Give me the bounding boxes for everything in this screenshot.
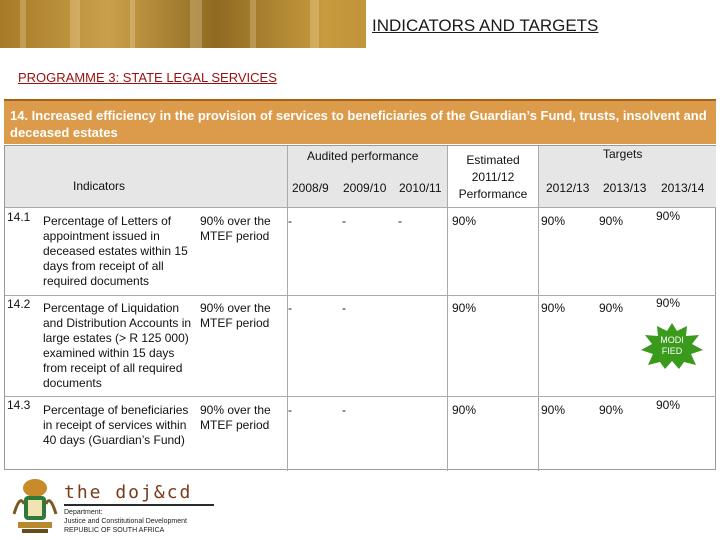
- grid-line: [5, 207, 716, 208]
- row-number: 14.1: [7, 210, 31, 224]
- coat-of-arms-icon: [10, 474, 60, 536]
- estimated-header: Estimated 2011/12 Performance: [458, 153, 528, 201]
- badge-line-1: MODI: [660, 335, 684, 345]
- estimated-value: 90%: [452, 214, 477, 228]
- programme-heading: PROGRAMME 3: STATE LEGAL SERVICES: [18, 70, 277, 85]
- value-2009: -: [342, 301, 346, 315]
- indicator-text: Percentage of Letters of appointment issued in deceased estates within 15 days from receipt of all required documents: [43, 214, 188, 288]
- grid-line: [538, 146, 539, 471]
- indicators-header: Indicators: [73, 179, 126, 193]
- department-block: [64, 508, 187, 535]
- year-2013b: 2013/14: [661, 181, 705, 195]
- page-title: INDICATORS AND TARGETS: [372, 16, 599, 35]
- target-2012: 90%: [541, 403, 566, 417]
- baseline-text: 90% over the MTEF period: [200, 214, 271, 243]
- target-2013b: 90%: [656, 209, 681, 223]
- baseline-text: 90% over the MTEF period: [200, 301, 271, 330]
- target-2013b: 90%: [656, 398, 681, 412]
- year-2008: 2008/9: [292, 181, 329, 195]
- header-shade-indicators: [5, 146, 287, 207]
- grid-line: [5, 396, 716, 397]
- value-2008: -: [288, 301, 292, 315]
- audited-header: Audited performance: [307, 149, 419, 163]
- target-2013b: 90%: [656, 296, 681, 310]
- brand-name: the doj&cd: [64, 482, 193, 503]
- estimated-value: 90%: [452, 301, 477, 315]
- objective-text: 14. Increased efficiency in the provision of services to beneficiaries of the Guardian’s Fund, trusts, insolvent and deceased estates: [10, 108, 707, 140]
- target-2013a: 90%: [599, 403, 624, 417]
- header-banner: [0, 0, 720, 48]
- brand-rule: [64, 504, 214, 506]
- target-2013a: 90%: [599, 301, 624, 315]
- target-2013a: 90%: [599, 214, 624, 228]
- indicator-text: Percentage of Liquidation and Distribution Accounts in large estates (> R 125 000) examined within 15 days from receipt of all required documents: [43, 301, 192, 390]
- baseline-text: 90% over the MTEF period: [200, 403, 271, 432]
- row-number: 14.3: [7, 398, 31, 412]
- year-2009: 2009/10: [343, 181, 387, 195]
- value-2009: -: [342, 214, 346, 228]
- dept-line-3: REPUBLIC OF SOUTH AFRICA: [64, 527, 165, 534]
- grid-line: [447, 146, 448, 471]
- year-2010: 2010/11: [399, 181, 442, 195]
- estimated-value: 90%: [452, 403, 477, 417]
- year-2013a: 2013/13: [603, 181, 647, 195]
- value-2010: -: [398, 214, 402, 228]
- target-2012: 90%: [541, 214, 566, 228]
- value-2008: -: [288, 214, 292, 228]
- dept-line-2: Justice and Constitutional Development: [64, 518, 187, 525]
- indicators-table: [4, 145, 716, 470]
- targets-header: Targets: [603, 147, 643, 161]
- value-2008: -: [288, 403, 292, 417]
- target-2012: 90%: [541, 301, 566, 315]
- badge-line-2: FIED: [661, 346, 683, 356]
- grid-line: [5, 295, 716, 296]
- indicator-text: Percentage of beneficiaries in receipt of services within 40 days (Guardian’s Fund): [43, 403, 189, 447]
- value-2009: -: [342, 403, 346, 417]
- objective-bar: [4, 99, 716, 144]
- row-number: 14.2: [7, 297, 31, 311]
- year-2012: 2012/13: [546, 181, 590, 195]
- dept-line-1: Department:: [64, 509, 103, 516]
- modified-badge: [641, 323, 703, 369]
